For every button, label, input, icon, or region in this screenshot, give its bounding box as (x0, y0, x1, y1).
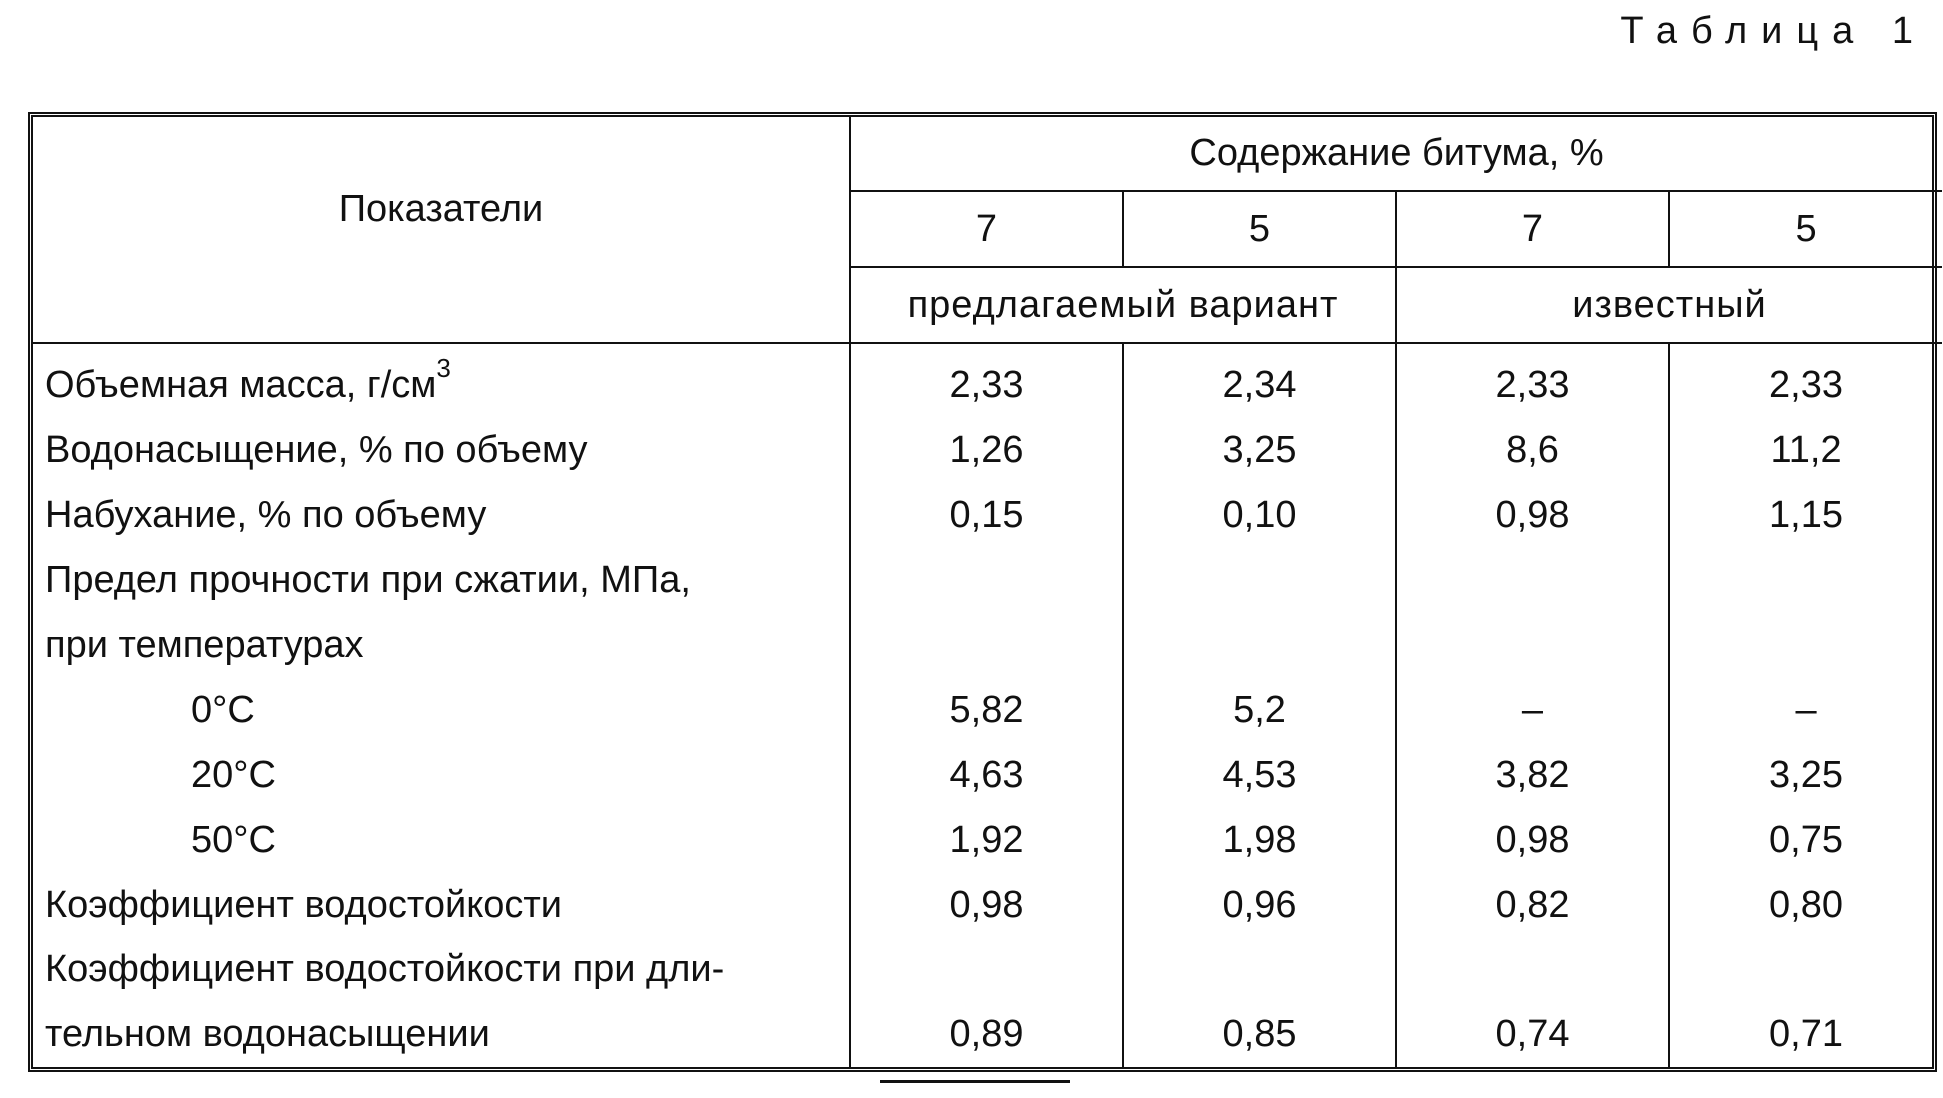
row-label: Объемная масса, $г/см^3$ (45, 352, 451, 406)
header-variant-proposed: предлагаемый вариант (850, 267, 1396, 343)
cell-value: 5,2 (1123, 677, 1396, 742)
cell-value (1396, 612, 1669, 677)
cell-value: 0,10 (1123, 482, 1396, 547)
cell-value: 0,75 (1669, 807, 1942, 872)
cell-value (1123, 612, 1396, 677)
table-row (33, 872, 1942, 937)
unit-superscript: 3 (436, 352, 451, 383)
cell-value (850, 547, 1123, 612)
cell-value (1669, 937, 1942, 1002)
cell-value: 0,82 (1396, 872, 1669, 937)
cell-value (850, 612, 1123, 677)
cell-value: 0,85 (1123, 1002, 1396, 1067)
cell-value: 11,2 (1669, 417, 1942, 482)
table-body (33, 343, 1942, 1067)
cell-value: 0,98 (1396, 807, 1669, 872)
row-label: 20°С (191, 753, 276, 796)
header-percent-value: 5 (1123, 191, 1396, 267)
row-label: Предел прочности при сжатии, МПа, (45, 558, 691, 601)
table-row (33, 807, 1942, 872)
table-caption: Таблица 1 (1620, 10, 1927, 52)
cell-value: 5,82 (850, 677, 1123, 742)
cell-value: 0,74 (1396, 1002, 1669, 1067)
cell-value: 3,25 (1669, 742, 1942, 807)
cell-value (1396, 547, 1669, 612)
table-row (33, 1002, 1942, 1067)
cell-value: – (1396, 677, 1669, 742)
row-label: Коэффициент водостойкости (45, 883, 563, 926)
cell-value: 2,33 (850, 343, 1123, 417)
row-label: Коэффициент водостойкости при дли- (45, 948, 725, 991)
header-bitumen-content: Содержание битума, % (850, 117, 1942, 191)
header-percent-value: 7 (1396, 191, 1669, 267)
header-indicators: Показатели (33, 117, 850, 343)
cell-value: 4,53 (1123, 742, 1396, 807)
row-label: при температурах (45, 623, 364, 666)
cell-value: 3,82 (1396, 742, 1669, 807)
cell-value: 2,34 (1123, 343, 1396, 417)
cell-value: 2,33 (1669, 343, 1942, 417)
table-row (33, 742, 1942, 807)
row-label: Набухание, % по объему (45, 493, 487, 536)
table-row (33, 343, 1942, 417)
row-label: тельном водонасыщении (45, 1013, 490, 1056)
header-percent-value: 5 (1669, 191, 1942, 267)
cell-value (850, 937, 1123, 1002)
data-table-frame (28, 112, 1937, 1072)
cell-value: 1,15 (1669, 482, 1942, 547)
table-row (33, 937, 1942, 1002)
cell-value: 4,63 (850, 742, 1123, 807)
table-row (33, 612, 1942, 677)
cell-value: – (1669, 677, 1942, 742)
cell-value (1123, 937, 1396, 1002)
cell-value (1123, 547, 1396, 612)
cell-value (1669, 612, 1942, 677)
cell-value: 0,71 (1669, 1002, 1942, 1067)
cell-value: 0,80 (1669, 872, 1942, 937)
cell-value: 8,6 (1396, 417, 1669, 482)
footer-rule (880, 1080, 1070, 1083)
cell-value: 0,96 (1123, 872, 1396, 937)
cell-value: 3,25 (1123, 417, 1396, 482)
cell-value: 1,26 (850, 417, 1123, 482)
table-row (33, 547, 1942, 612)
cell-value: 0,98 (1396, 482, 1669, 547)
table-row (33, 677, 1942, 742)
cell-value: 0,98 (850, 872, 1123, 937)
table-row (33, 417, 1942, 482)
table-row (33, 482, 1942, 547)
cell-value: 0,89 (850, 1002, 1123, 1067)
cell-value: 2,33 (1396, 343, 1669, 417)
row-label: 50°С (191, 818, 276, 861)
cell-value (1669, 547, 1942, 612)
cell-value: 1,92 (850, 807, 1123, 872)
row-label: Водонасыщение, % по объему (45, 428, 588, 471)
header-variant-known: известный (1396, 267, 1942, 343)
row-label: 0°С (191, 688, 255, 731)
header-percent-value: 7 (850, 191, 1123, 267)
data-table (33, 117, 1942, 1067)
cell-value (1396, 937, 1669, 1002)
cell-value: 1,98 (1123, 807, 1396, 872)
cell-value: 0,15 (850, 482, 1123, 547)
